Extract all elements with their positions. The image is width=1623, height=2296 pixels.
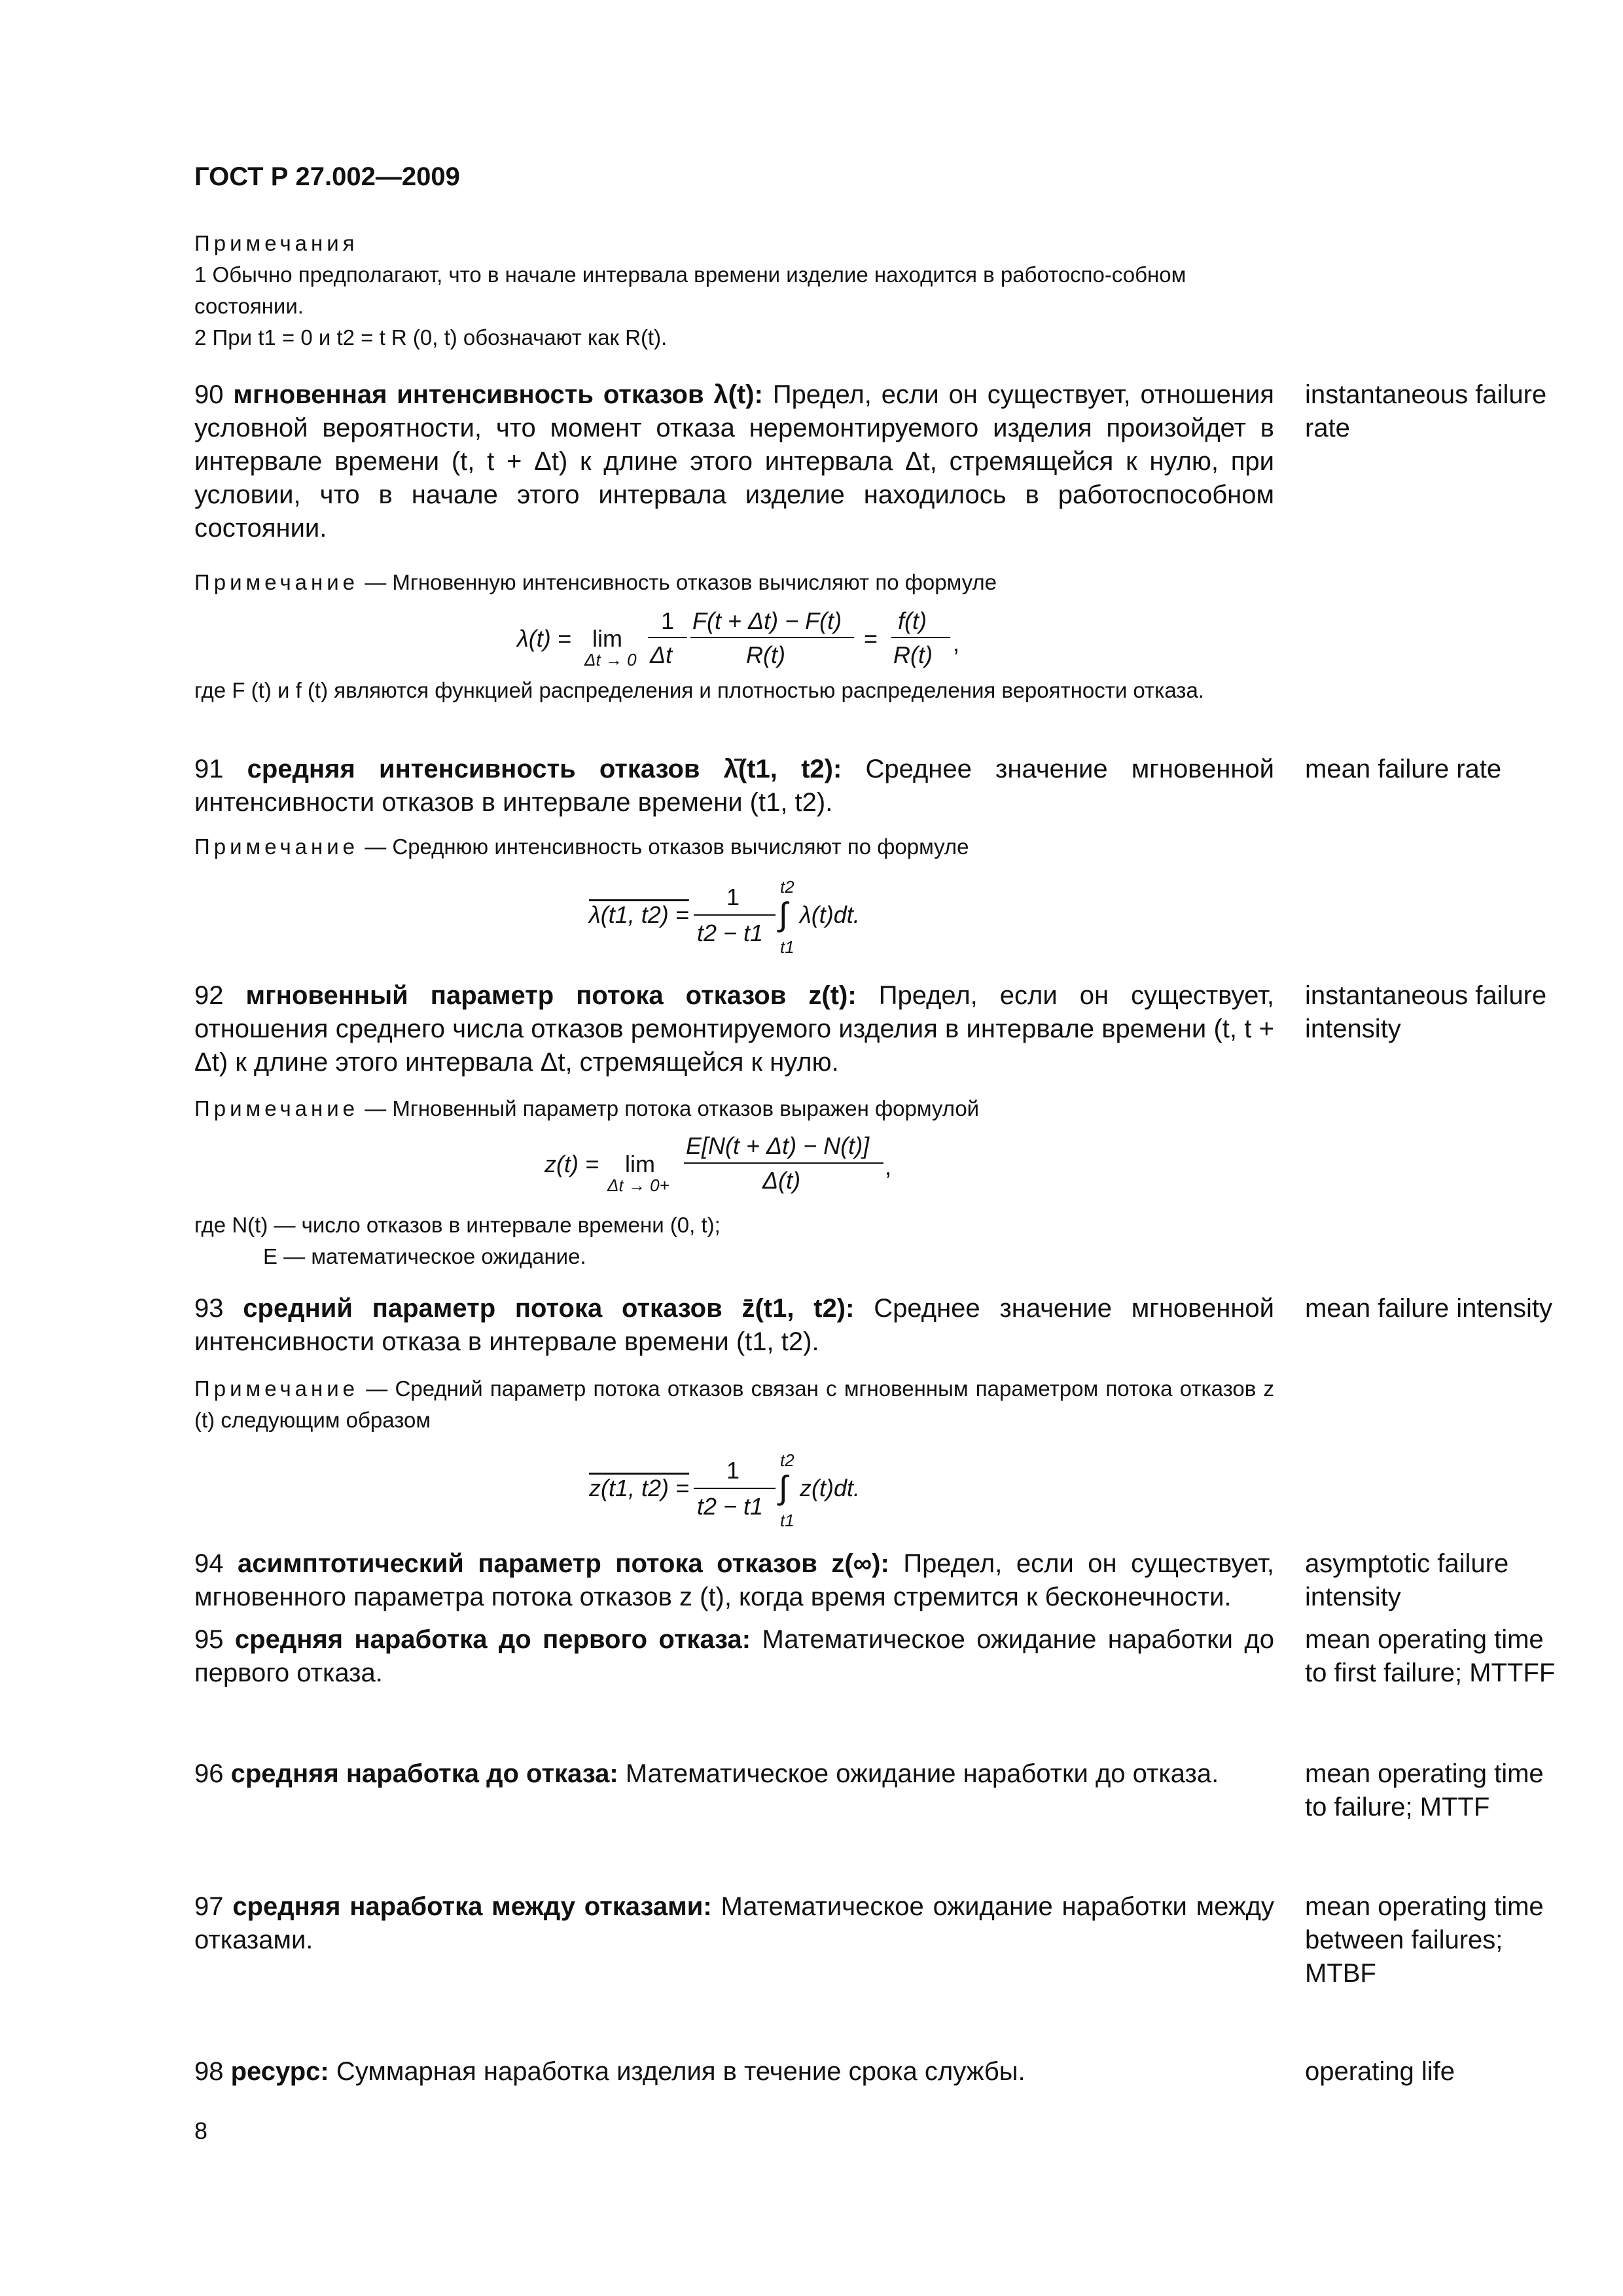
note-label: Примечание: [194, 834, 359, 859]
formula-num: 1: [726, 884, 740, 910]
note-text: — Среднюю интенсивность отказов вычисляют по формуле: [365, 834, 969, 859]
formula-lim: lim: [625, 1151, 655, 1177]
term-98: [194, 2055, 1274, 2089]
notes-top: [194, 228, 1274, 353]
integral-upper: t2: [780, 877, 794, 897]
term-number: 98: [194, 2057, 224, 2086]
formula-den: t2 − t1: [697, 1493, 764, 1520]
formula-tail: ,: [885, 1153, 892, 1180]
term-definition: Математическое ожидание наработки между отказами.: [194, 1892, 1274, 1954]
term-93-english: mean failure intensity: [1305, 1294, 1552, 1323]
formula-eq: =: [864, 625, 878, 652]
note-label: Примечание: [194, 1096, 359, 1121]
term-name: мгновенный параметр потока отказов z(t):: [245, 981, 857, 1010]
fraction-bar: [648, 637, 687, 638]
term-number: 95: [194, 1625, 224, 1654]
term-91-english: mean failure rate: [1305, 755, 1502, 783]
formula-body: λ(t)dt.: [800, 901, 860, 928]
term-91: [194, 753, 1274, 819]
term-definition: Суммарная наработка изделия в течение срока службы.: [336, 2057, 1026, 2086]
term-number: 93: [194, 1294, 224, 1323]
formula-lim: lim: [592, 625, 622, 652]
formula-den-3: R(t): [893, 641, 933, 668]
term-number: 96: [194, 1759, 224, 1788]
term-name: средняя интенсивность отказов λ̄(t1, t2):: [247, 755, 842, 783]
formula-num-2: F(t + Δt) − F(t): [692, 607, 842, 634]
term-definition: Среднее значение мгновенной интенсивности отказа в интервале времени (t1, t2).: [194, 1294, 1274, 1356]
term-95-english: mean operating time to first failure; MTTFF: [1305, 1625, 1556, 1687]
formula-lhs: z(t) =: [544, 1151, 599, 1177]
formula-den: t2 − t1: [697, 920, 764, 946]
term-98-english: operating life: [1305, 2057, 1455, 2086]
term-definition: Предел, если он существует, мгновенного параметра потока отказов z (t), когда время стремится к бесконечности.: [194, 1549, 1274, 1611]
term-name: средний параметр потока отказов z̄(t1, t2):: [243, 1294, 855, 1323]
integral-sign-icon: ∫: [779, 1469, 788, 1506]
fraction-bar: [694, 914, 776, 916]
note-text: — Мгновенный параметр потока отказов выражен формулой: [365, 1096, 980, 1121]
page-number: 8: [194, 2117, 208, 2144]
term-number: 90: [194, 380, 224, 409]
term-93: [194, 1292, 1274, 1359]
formula-den-1: Δt: [650, 641, 673, 668]
note-label: Примечание: [194, 570, 359, 594]
formula-den: Δ(t): [762, 1167, 801, 1194]
term-definition: Предел, если он существует, отношения среднего числа отказов ремонтируемого изделия в интервале времени (t, t + Δt) к длине этого интервала Δt, стремящейся к нулю.: [194, 981, 1275, 1077]
integral-sign-icon: ∫: [779, 896, 788, 933]
formula-lhs: λ(t) =: [517, 625, 571, 652]
term-95: [194, 1623, 1274, 1690]
integral-lower: t1: [780, 1511, 794, 1530]
term-definition: Среднее значение мгновенной интенсивности отказов в интервале времени (t1, t2).: [194, 755, 1274, 817]
term-96-english: mean operating time to failure; MTTF: [1305, 1759, 1544, 1821]
term-name: мгновенная интенсивность отказов λ(t):: [233, 380, 763, 409]
note-1: 1 Обычно предполагают, что в начале интервала времени изделие находится в работоспо-собном состоянии.: [194, 262, 1186, 318]
term-number: 91: [194, 755, 224, 783]
formula-num-3: f(t): [898, 607, 927, 634]
note-label: Примечание: [194, 1376, 359, 1401]
term-97: [194, 1890, 1274, 1957]
term-97-english: mean operating time between failures; MTBF: [1305, 1892, 1544, 1988]
term-96: [194, 1757, 1274, 1791]
term-91-note: [194, 831, 1274, 863]
term-94: [194, 1547, 1274, 1614]
integral-upper: t2: [780, 1450, 794, 1470]
formula-body: z(t)dt.: [800, 1475, 861, 1501]
integral-lower: t1: [780, 937, 794, 957]
term-definition: Математическое ожидание наработки до отказа.: [625, 1759, 1219, 1788]
formula-num-1: 1: [661, 607, 675, 634]
term-number: 94: [194, 1549, 224, 1578]
formula-tail: ,: [953, 630, 960, 656]
term-name: ресурс:: [230, 2057, 329, 2086]
term-number: 92: [194, 981, 224, 1010]
fraction-bar: [690, 637, 854, 638]
term-name: средняя наработка между отказами:: [232, 1892, 712, 1921]
formula-num: 1: [726, 1457, 740, 1484]
after-line-1: где N(t) — число отказов в интервале времени (0, t);: [194, 1213, 721, 1237]
term-name: средняя наработка до отказа:: [230, 1759, 618, 1788]
notes-heading: Примечания: [194, 231, 359, 255]
fraction-bar: [891, 637, 950, 638]
term-definition: Математическое ожидание наработки до первого отказа.: [194, 1625, 1274, 1687]
term-number: 97: [194, 1892, 224, 1921]
term-93-note: [194, 1373, 1274, 1436]
term-90-english: instantaneous failure rate: [1305, 380, 1547, 442]
note-text: — Средний параметр потока отказов связан с мгновенным параметром потока отказов z (t) следующим образом: [194, 1376, 1274, 1432]
standard-header: ГОСТ Р 27.002—2009: [194, 162, 460, 191]
term-92-after: [194, 1210, 1274, 1272]
term-92-english: instantaneous failure intensity: [1305, 981, 1547, 1043]
term-name: асимптотический параметр потока отказов z(∞):: [238, 1549, 889, 1578]
term-name: средняя наработка до первого отказа:: [234, 1625, 751, 1654]
formula-lhs: z(t1, t2) =: [589, 1475, 690, 1501]
term-94-english: asymptotic failure intensity: [1305, 1549, 1509, 1611]
term-92-note: [194, 1093, 1274, 1124]
fraction-bar: [694, 1488, 776, 1489]
term-90: [194, 378, 1274, 545]
formula-lim-sub: Δt → 0: [584, 650, 637, 670]
formula-num: E[N(t + Δt) − N(t)]: [686, 1132, 870, 1159]
term-90-note: [194, 567, 1274, 598]
formula-lhs: λ(t1, t2) =: [589, 901, 689, 928]
formula-lim-sub: Δt → 0+: [607, 1175, 669, 1195]
term-92: [194, 979, 1274, 1079]
formula-den-2: R(t): [746, 641, 785, 668]
fraction-bar: [684, 1162, 883, 1164]
after-line-2: E — математическое ожидание.: [263, 1244, 586, 1268]
term-90-after: где F (t) и f (t) являются функцией распределения и плотностью распределения вероятности отказа.: [194, 678, 1204, 702]
term-definition: Предел, если он существует, отношения условной вероятности, что момент отказа неремонтируемого изделия произойдет в интервале времени (t, t + Δt) к длине этого интервала Δt, стремящейся к нулю, при условии, что в начале этого интервала изделие находилось в работоспособном состоянии.: [194, 380, 1275, 543]
note-2: 2 При t1 = 0 и t2 = t R (0, t) обозначают как R(t).: [194, 325, 668, 350]
note-text: — Мгновенную интенсивность отказов вычисляют по формуле: [365, 570, 997, 594]
